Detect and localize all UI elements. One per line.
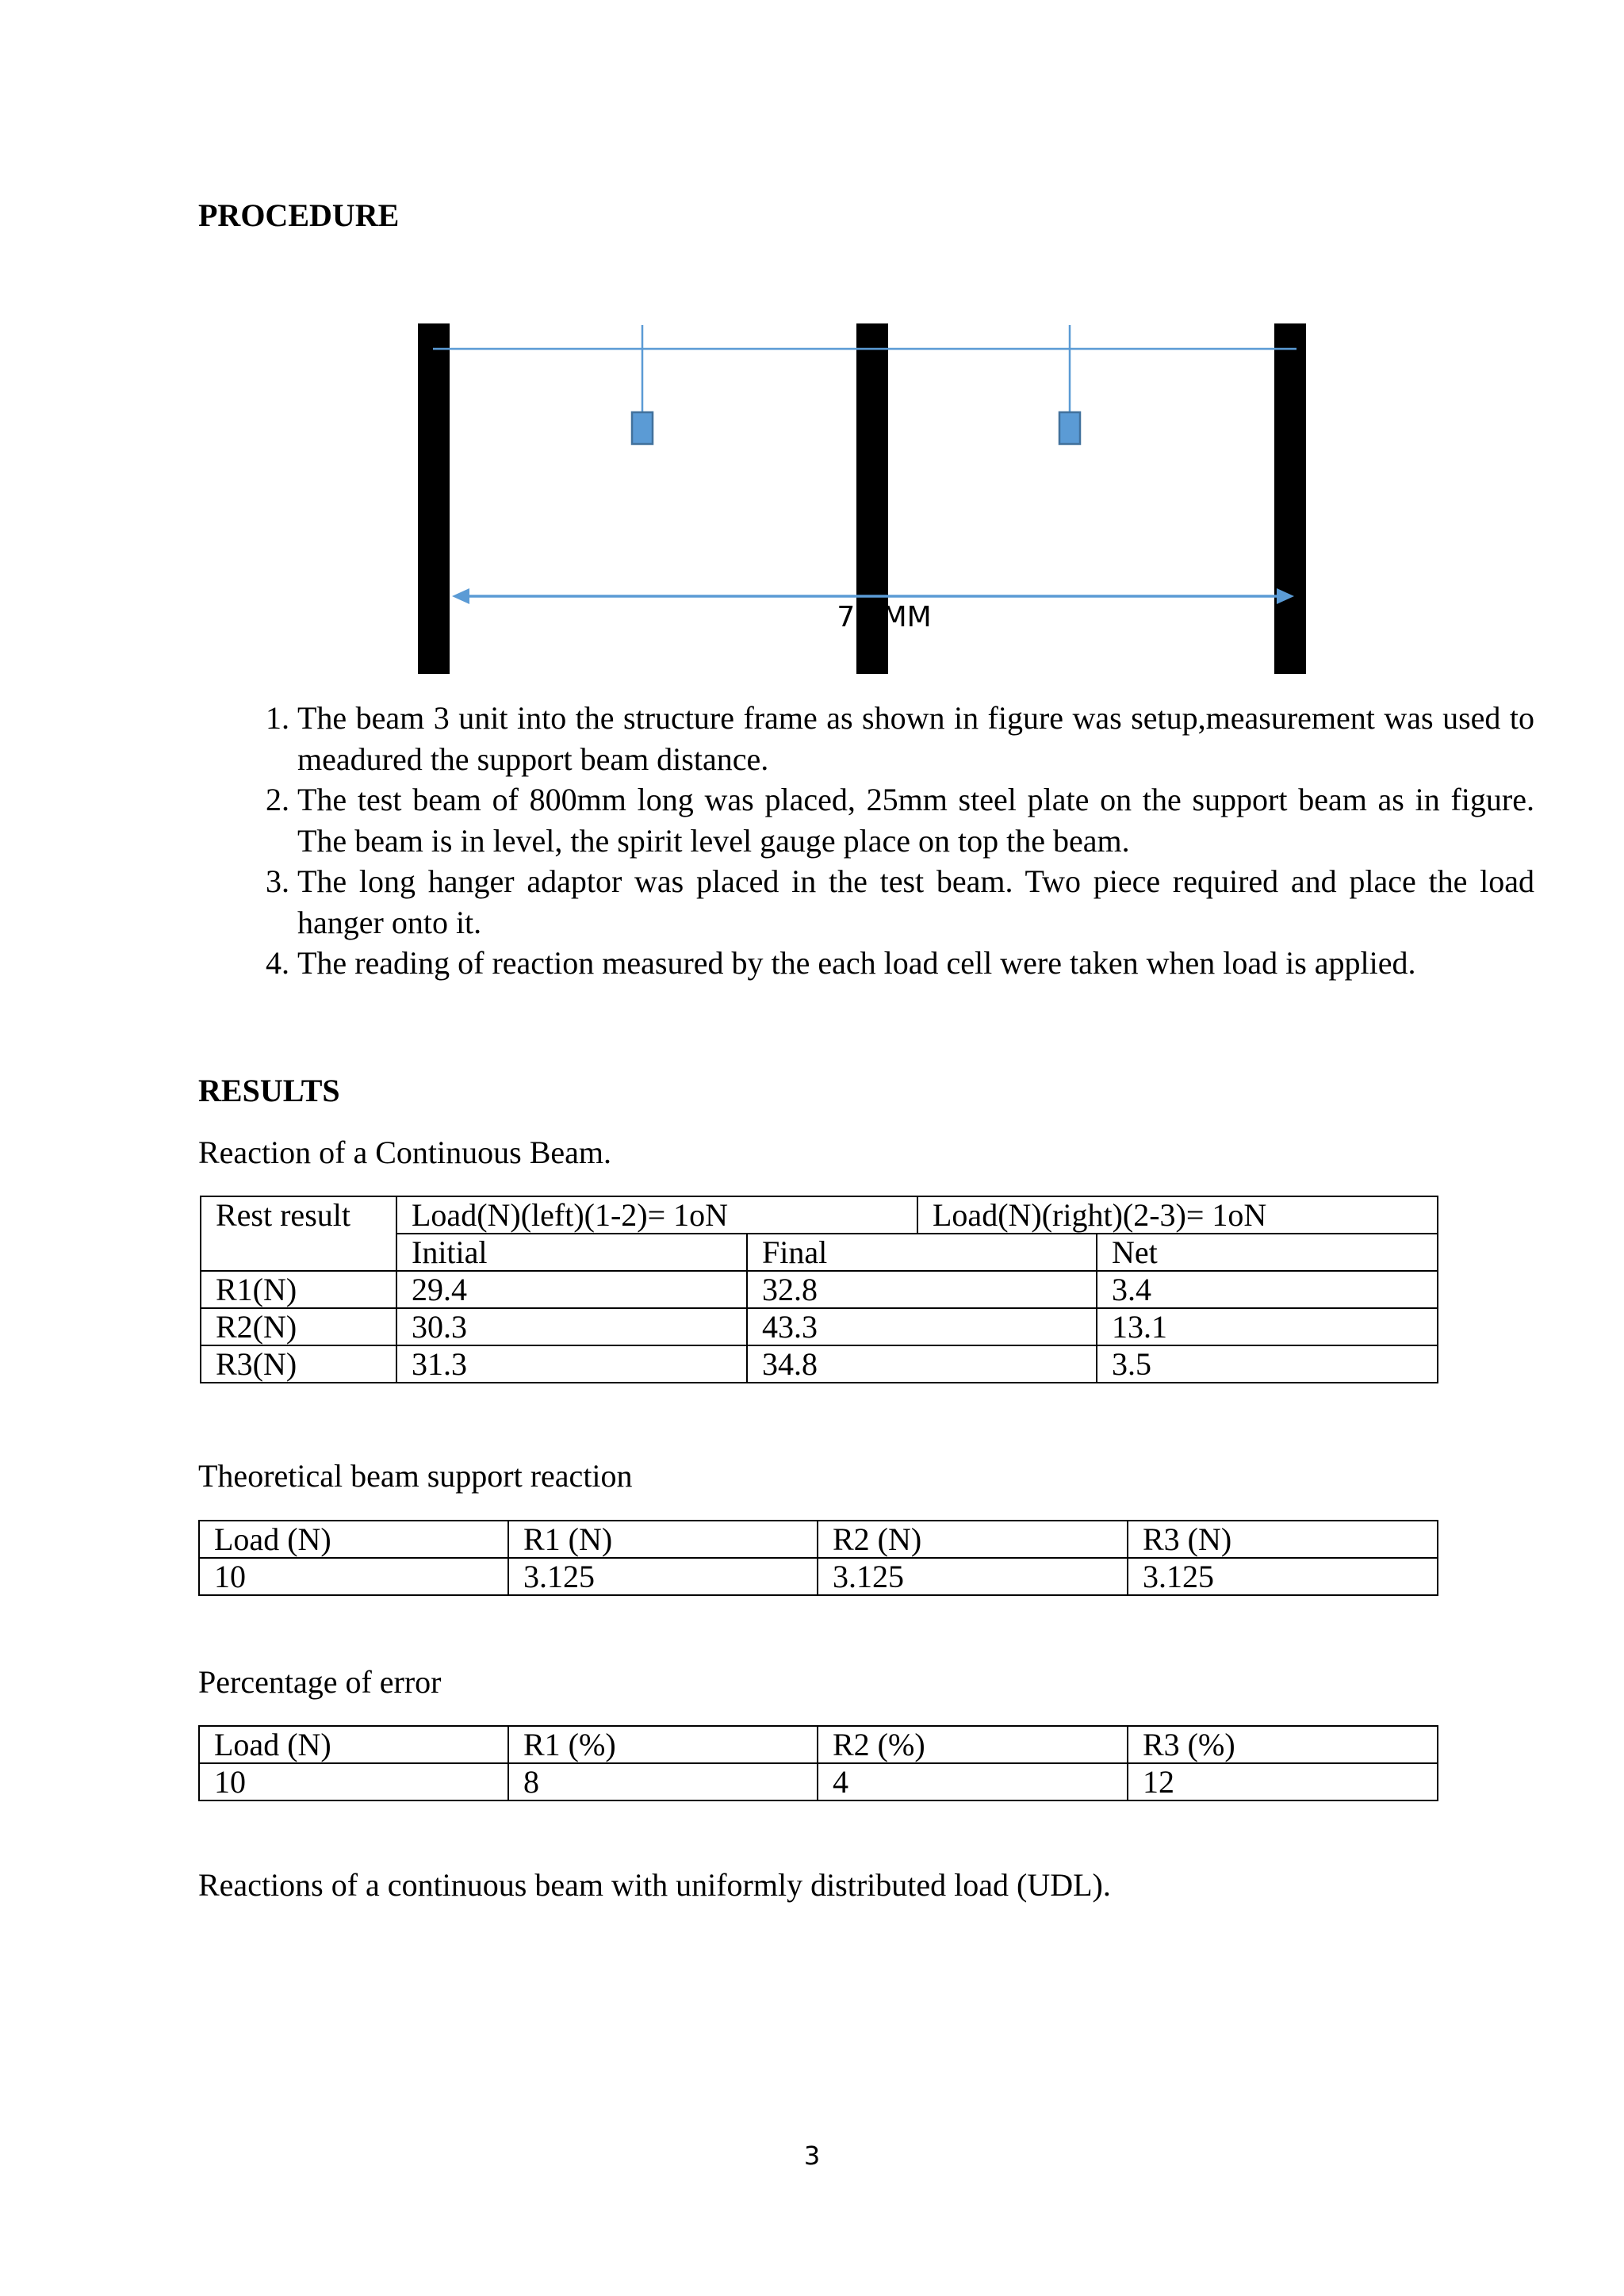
table2-caption: Theoretical beam support reaction xyxy=(198,1458,633,1494)
table-cell: 4 xyxy=(818,1763,1128,1800)
row-label: R1(N) xyxy=(201,1271,396,1308)
procedure-heading: PROCEDURE xyxy=(198,197,400,233)
dimension-label: 75 MM xyxy=(837,601,932,633)
percentage-error-table xyxy=(198,1725,1438,1801)
table-cell: 12 xyxy=(1128,1763,1438,1800)
header-cell: Load (N) xyxy=(199,1521,508,1558)
header-cell: R3 (N) xyxy=(1128,1521,1438,1558)
rest-result-header: Rest result xyxy=(201,1196,396,1271)
header-cell: R1 (%) xyxy=(508,1726,818,1763)
net-header: Net xyxy=(1097,1234,1438,1271)
table-row xyxy=(199,1763,1438,1800)
table-cell: 3.125 xyxy=(508,1558,818,1595)
table-row xyxy=(199,1558,1438,1595)
left-support-post xyxy=(418,323,450,674)
table-row xyxy=(201,1345,1438,1383)
procedure-steps xyxy=(198,698,1534,984)
table-cell: 10 xyxy=(199,1763,508,1800)
beam-setup-figure xyxy=(412,317,1316,682)
theoretical-reaction-table xyxy=(198,1520,1438,1596)
right-support-post xyxy=(1274,323,1306,674)
initial-cell: 31.3 xyxy=(396,1345,747,1383)
procedure-step: 2. The test beam of 800mm long was placed, 25mm steel plate on the support beam as in figure. The beam is in level, the spirit level gauge place on top the beam. xyxy=(297,779,1534,861)
procedure-step: 1. The beam 3 unit into the structure frame as shown in figure was setup,measurement was used to meadured the support beam distance. xyxy=(297,698,1534,779)
net-cell: 3.5 xyxy=(1097,1345,1438,1383)
load-right-header: Load(N)(right)(2-3)= 1oN xyxy=(917,1196,1438,1234)
table-row xyxy=(201,1308,1438,1345)
table-header-row xyxy=(199,1726,1438,1763)
udl-caption: Reactions of a continuous beam with uniformly distributed load (UDL). xyxy=(198,1867,1111,1903)
net-cell: 13.1 xyxy=(1097,1308,1438,1345)
header-cell: Load (N) xyxy=(199,1726,508,1763)
left-load-weight xyxy=(632,412,653,444)
initial-header: Initial xyxy=(396,1234,747,1271)
row-label: R3(N) xyxy=(201,1345,396,1383)
initial-cell: 30.3 xyxy=(396,1308,747,1345)
final-cell: 32.8 xyxy=(747,1271,1097,1308)
table-cell: 3.125 xyxy=(818,1558,1128,1595)
results-heading: RESULTS xyxy=(198,1073,340,1108)
header-cell: R3 (%) xyxy=(1128,1726,1438,1763)
right-load-weight xyxy=(1059,412,1080,444)
initial-cell: 29.4 xyxy=(396,1271,747,1308)
table-cell: 3.125 xyxy=(1128,1558,1438,1595)
table-row xyxy=(201,1271,1438,1308)
header-cell: R2 (%) xyxy=(818,1726,1128,1763)
dimension-arrow-left xyxy=(452,588,469,604)
row-label: R2(N) xyxy=(201,1308,396,1345)
table-cell: 10 xyxy=(199,1558,508,1595)
table1-caption: Reaction of a Continuous Beam. xyxy=(198,1135,612,1170)
net-cell: 3.4 xyxy=(1097,1271,1438,1308)
header-cell: R1 (N) xyxy=(508,1521,818,1558)
table3-caption: Percentage of error xyxy=(198,1664,442,1700)
page-number: 3 xyxy=(803,2141,821,2171)
final-cell: 34.8 xyxy=(747,1345,1097,1383)
procedure-step: 3. The long hanger adaptor was placed in the test beam. Two piece required and place the load hanger onto it. xyxy=(297,861,1534,943)
final-header: Final xyxy=(747,1234,1097,1271)
table-cell: 8 xyxy=(508,1763,818,1800)
table-header-row xyxy=(199,1521,1438,1558)
procedure-step: 4. The reading of reaction measured by the each load cell were taken when load is applied. xyxy=(297,943,1534,984)
final-cell: 43.3 xyxy=(747,1308,1097,1345)
continuous-beam-reaction-table xyxy=(200,1196,1438,1383)
load-left-header: Load(N)(left)(1-2)= 1oN xyxy=(396,1196,917,1234)
header-cell: R2 (N) xyxy=(818,1521,1128,1558)
